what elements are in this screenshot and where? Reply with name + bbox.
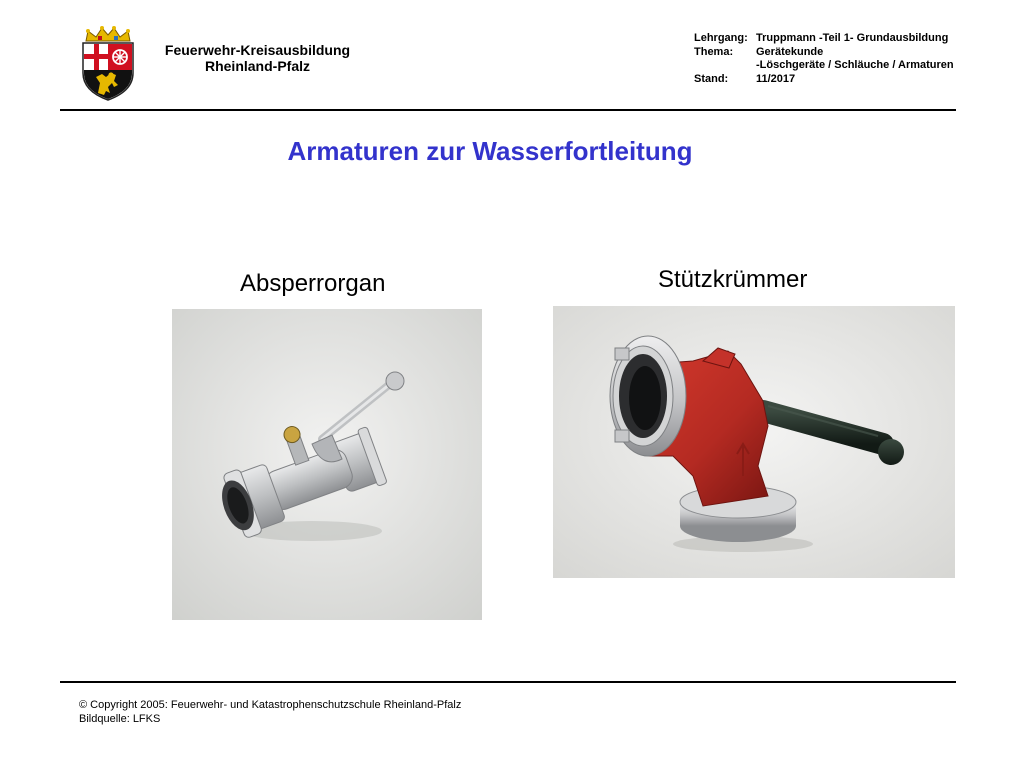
org-line-2: Rheinland-Pfalz: [204, 58, 310, 74]
page-title: Armaturen zur Wasserfortleitung: [287, 136, 693, 166]
status-value: 11/2017: [756, 72, 796, 85]
header-divider: [60, 109, 956, 111]
topic-sub-indent: [694, 59, 756, 73]
image-source-text: Bildquelle: LFKS: [79, 713, 161, 725]
wheel-icon: [113, 50, 127, 64]
caption-stuetzkruemmer: Stützkrümmer: [658, 266, 808, 293]
crown-icon: [86, 26, 130, 41]
footer: [79, 698, 461, 726]
footer-divider: [60, 681, 956, 683]
status-label: Stand:: [694, 72, 729, 85]
org-line-1: Feuerwehr-Kreisausbildung: [164, 42, 351, 58]
organization-name: [150, 42, 365, 74]
photo-absperrorgan: [172, 309, 482, 620]
topic-value: Gerätekunde: [756, 45, 824, 58]
course-value: Truppmann -Teil 1- Grundausbildung: [756, 32, 949, 44]
course-label: Lehrgang:: [694, 32, 748, 44]
coat-of-arms-logo: [78, 25, 138, 101]
course-info: [694, 32, 954, 86]
photo-stuetzkruemmer: [553, 306, 955, 578]
topic-label: Thema:: [694, 45, 734, 58]
topic-subtitle: -Löschgeräte / Schläuche / Armaturen: [756, 59, 954, 71]
copyright-text: © Copyright 2005: Feuerwehr- und Katastrophenschutzschule Rheinland-Pfalz: [79, 699, 462, 711]
caption-absperrorgan: Absperrorgan: [240, 270, 386, 297]
